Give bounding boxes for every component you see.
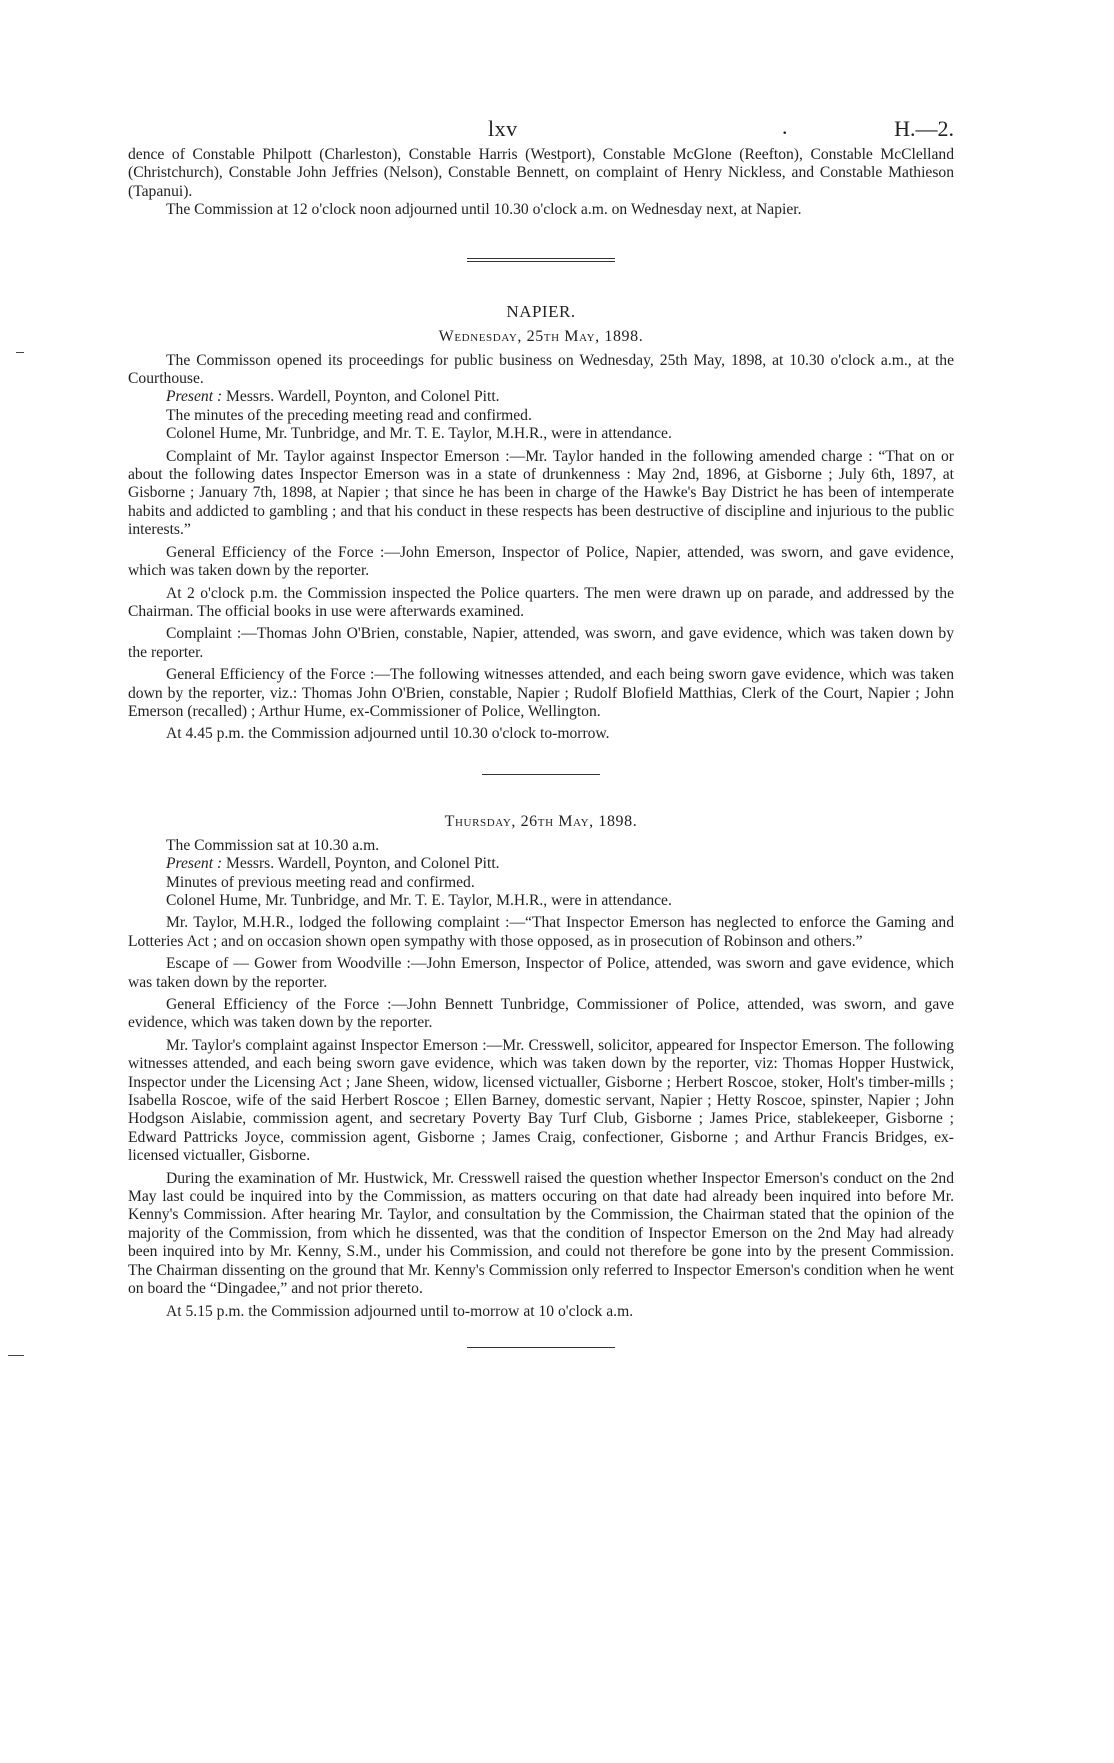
header-dot: . bbox=[782, 114, 788, 139]
document-reference: H.—2. bbox=[894, 116, 954, 141]
date-heading-wednesday: Wednesday, 25th May, 1898. bbox=[438, 327, 644, 345]
closing-divider bbox=[467, 1347, 615, 1348]
napier-paragraph-10: At 4.45 p.m. the Commission adjourned until 10.30 o'clock to-morrow. bbox=[166, 725, 610, 743]
thursday-paragraph-5: Mr. Taylor, M.H.R., lodged the following complaint :—“That Inspector Emerson has neglected to enforce the Gaming and Lotteries Act ; and on occasion shown open sympathy with those opposed, as in prosecution of Robinson and others.” bbox=[128, 914, 954, 950]
thursday-paragraph-9: During the examination of Mr. Hustwick, Mr. Cresswell raised the question whether Inspector Emerson's conduct on the 2nd May last could be inquired into by the Commission, as matters occuring on that date had already been inquired into before Mr. Kenny's Commission. After hearing Mr. Taylor, and consultation by the Commission, the Chairman stated that the opinion of the majority of the Commission, from which he dissented, was that the condition of Inspector Emerson on the 2nd May had already been inquired into by Mr. Kenny, S.M., under his Commission, and could not therefore be gone into by the present Commission. The Chairman dissenting on the ground that Mr. Kenny's Commission only referred to Inspector Emerson's condition when he went on board the “Dingadee,” and not prior thereto. bbox=[128, 1169, 954, 1298]
page-number: lxv bbox=[488, 116, 518, 141]
thursday-present-line bbox=[128, 855, 954, 873]
thursday-paragraph-6: Escape of — Gower from Woodville :—John Emerson, Inspector of Police, attended, was sworn and gave evidence, which was taken down by the reporter. bbox=[128, 955, 954, 991]
present-label: Present : bbox=[166, 855, 223, 873]
napier-paragraph-8: Complaint :—Thomas John O'Brien, constable, Napier, attended, was sworn, and gave evidence, which was taken down by the reporter. bbox=[128, 625, 954, 661]
napier-paragraph-5: Complaint of Mr. Taylor against Inspector Emerson :—Mr. Taylor handed in the following amended charge : “That on or about the following dates Inspector Emerson was in a state of drunkenness : May 2nd, 1896, at Gisborne ; July 6th, 1897, at Gisborne ; January 7th, 1898, at Napier ; that since he has been in charge of the Hawke's Bay District he has been of intemperate habits and addicted to gambling ; and that his conduct in these respects has been destructive of discipline and injurious to the public interests.” bbox=[128, 447, 954, 539]
intro-paragraph-2: The Commission at 12 o'clock noon adjourned until 10.30 o'clock a.m. on Wednesday next, at Napier. bbox=[166, 201, 802, 219]
thursday-paragraph-4: Colonel Hume, Mr. Tunbridge, and Mr. T. E. Taylor, M.H.R., were in attendance. bbox=[166, 891, 672, 909]
napier-paragraph-9: General Efficiency of the Force :—The following witnesses attended, and each being sworn gave evidence, which was taken down by the reporter, viz.: Thomas John O'Brien, constable, Napier ; Rudolf Blofield Matthias, Clerk of the Court, Napier ; John Emerson (recalled) ; Arthur Hume, ex-Commissioner of Police, Wellington. bbox=[128, 666, 954, 720]
thursday-paragraph-1: The Commission sat at 10.30 a.m. bbox=[166, 836, 380, 854]
present-label: Present : bbox=[166, 388, 223, 406]
napier-paragraph-7: At 2 o'clock p.m. the Commission inspected the Police quarters. The men were drawn up on parade, and addressed by the Chairman. The official books in use were afterwards examined. bbox=[128, 584, 954, 620]
place-heading: NAPIER. bbox=[506, 301, 576, 321]
thursday-paragraph-7: General Efficiency of the Force :—John Bennett Tunbridge, Commissioner of Police, attended, was sworn, and gave evidence, which was taken down by the reporter. bbox=[128, 996, 954, 1032]
napier-present-line bbox=[128, 388, 954, 406]
intro-section bbox=[128, 146, 954, 220]
thursday-paragraph-3: Minutes of previous meeting read and confirmed. bbox=[166, 873, 475, 891]
napier-paragraph-4: Colonel Hume, Mr. Tunbridge, and Mr. T. E. Taylor, M.H.R., were in attendance. bbox=[166, 425, 672, 443]
section-divider-single bbox=[482, 774, 600, 775]
napier-paragraph-6: General Efficiency of the Force :—John Emerson, Inspector of Police, Napier, attended, was sworn, and gave evidence, which was taken down by the reporter. bbox=[128, 543, 954, 580]
margin-mark-left-1 bbox=[16, 352, 24, 353]
intro-paragraph-1: dence of Constable Philpott (Charleston), Constable Harris (Westport), Constable McGlone (Reefton), Constable McClelland (Christchurch), Constable John Jeffries (Nelson), Constable Bennett, on complaint of Henry Nickless, and Constable Mathieson (Tapanui). bbox=[128, 146, 954, 200]
thursday-paragraph-8: Mr. Taylor's complaint against Inspector Emerson :—Mr. Cresswell, solicitor, appeared for Inspector Emerson. The following witnesses attended, and each being sworn gave evidence, which was taken down by the reporter, viz: Thomas Hopper Hustwick, Inspector under the Licensing Act ; Jane Sheen, widow, licensed victualler, Gisborne ; Herbert Roscoe, stoker, Holt's timber-mills ; Isabella Roscoe, wife of the said Herbert Roscoe ; Ellen Barney, domestic servant, Napier ; Hetty Roscoe, spinster, Napier ; John Hodgson Aislabie, commission agent, and secretary Poverty Bay Turf Club, Gisborne ; James Price, stablekeeper, Gisborne ; Edward Pattricks Joyce, commission agent, Gisborne ; James Craig, confectioner, Gisborne ; and Arthur Francis Bridges, ex-licensed victualler, Gisborne. bbox=[128, 1036, 954, 1165]
present-members: Messrs. Wardell, Poynton, and Colonel Pitt. bbox=[222, 855, 500, 873]
thursday-section bbox=[128, 813, 954, 1321]
napier-paragraph-3: The minutes of the preceding meeting read and confirmed. bbox=[166, 406, 532, 424]
margin-mark-left-2 bbox=[8, 1355, 24, 1356]
document-page bbox=[128, 100, 954, 1348]
present-members: Messrs. Wardell, Poynton, and Colonel Pitt. bbox=[222, 388, 500, 406]
page-header bbox=[128, 100, 954, 146]
section-divider-double bbox=[467, 258, 615, 262]
date-heading-thursday: Thursday, 26th May, 1898. bbox=[444, 812, 638, 830]
thursday-paragraph-10: At 5.15 p.m. the Commission adjourned until to-morrow at 10 o'clock a.m. bbox=[166, 1302, 634, 1320]
napier-section bbox=[128, 302, 954, 744]
napier-paragraph-1: The Commisson opened its proceedings for public business on Wednesday, 25th May, 1898, at 10.30 o'clock a.m., at the Courthouse. bbox=[128, 351, 954, 388]
